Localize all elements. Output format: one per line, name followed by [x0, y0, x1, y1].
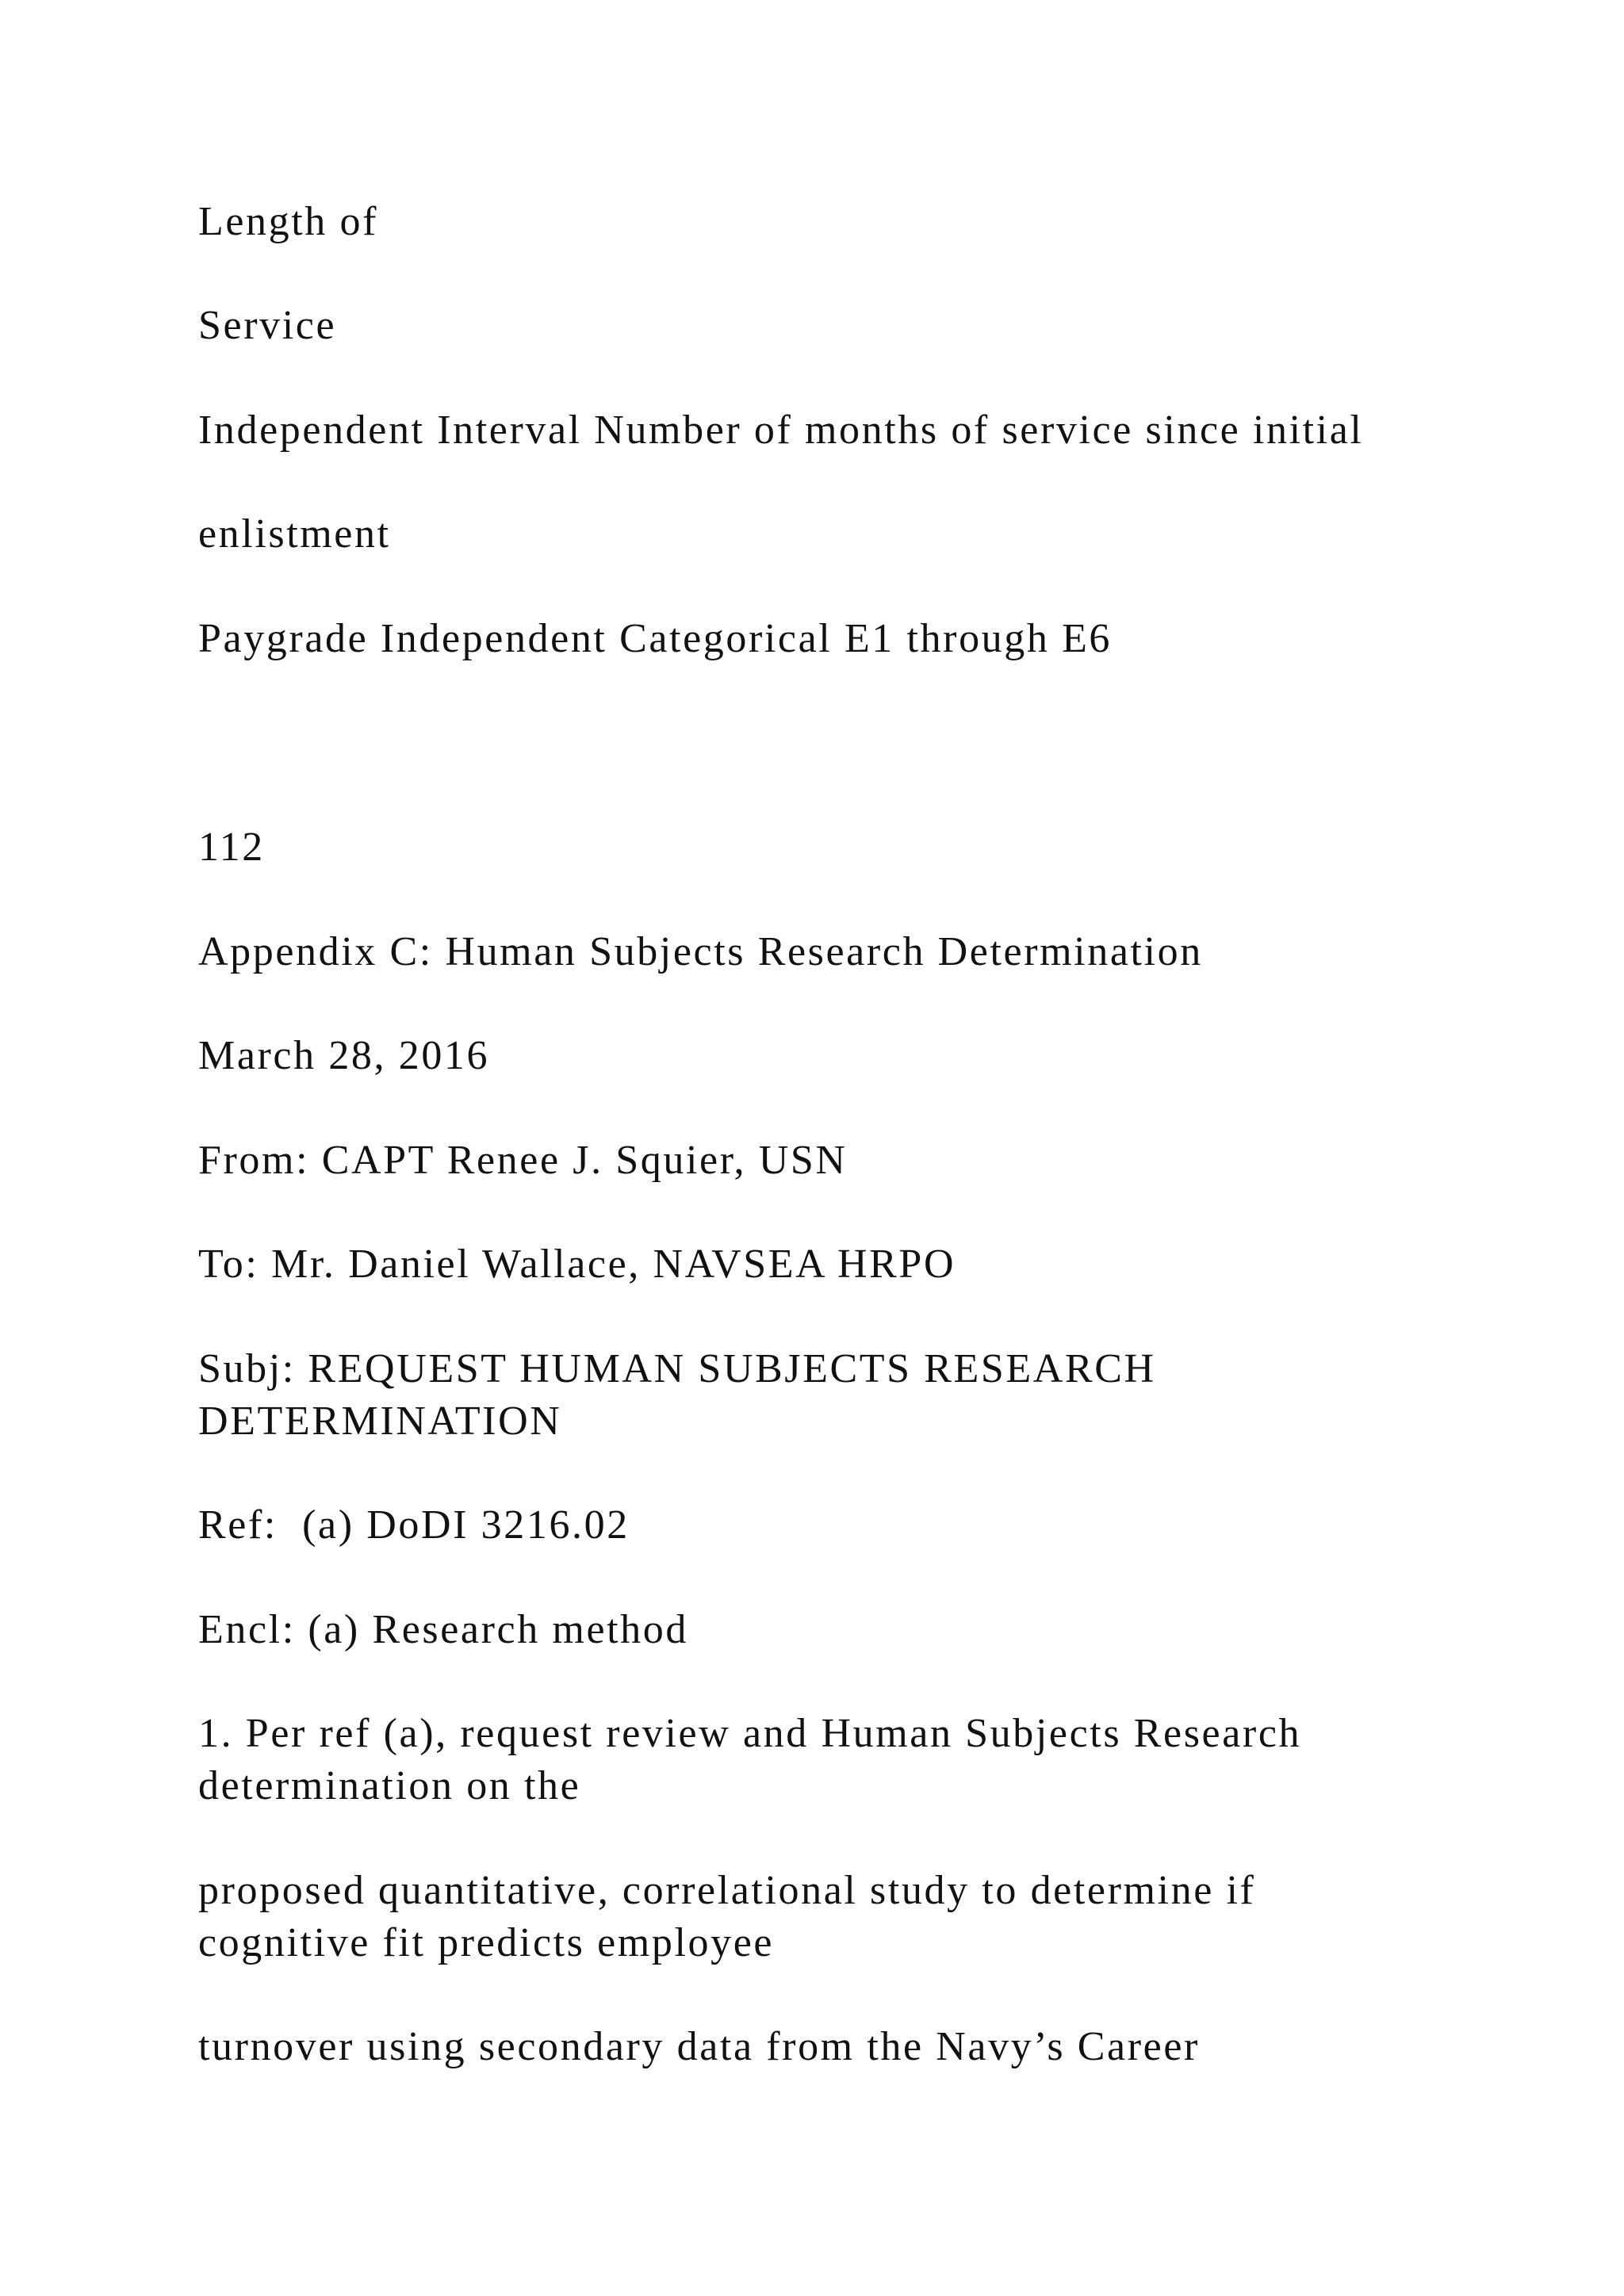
memo-from: From: CAPT Renee J. Squier, USN	[198, 1138, 848, 1183]
appendix-heading: Appendix C: Human Subjects Research Determination	[198, 929, 1203, 974]
text-line: enlistment	[198, 511, 391, 557]
paragraph-line: proposed quantitative, correlational study to determine if	[198, 1868, 1256, 1913]
paragraph-line: determination on the	[198, 1763, 581, 1808]
memo-subject: Subj: REQUEST HUMAN SUBJECTS RESEARCH	[198, 1346, 1156, 1391]
text-line: Paygrade Independent Categorical E1 through E6	[198, 616, 1113, 661]
memo-subject-cont: DETERMINATION	[198, 1399, 562, 1444]
page-number: 112	[198, 825, 265, 870]
memo-date: March 28, 2016	[198, 1033, 490, 1078]
text-line: Service	[198, 303, 337, 348]
paragraph-line: turnover using secondary data from the Navy’s Career	[198, 2024, 1200, 2069]
paragraph-line: cognitive fit predicts employee	[198, 1920, 775, 1965]
memo-to: To: Mr. Daniel Wallace, NAVSEA HRPO	[198, 1242, 956, 1287]
paragraph-line: 1. Per ref (a), request review and Human Subjects Research	[198, 1711, 1302, 1756]
text-line: Independent Interval Number of months of service since initial	[198, 408, 1364, 453]
memo-enclosure: Encl: (a) Research method	[198, 1607, 688, 1652]
text-line: Length of	[198, 199, 379, 244]
memo-reference: Ref: (a) DoDI 3216.02	[198, 1502, 630, 1548]
